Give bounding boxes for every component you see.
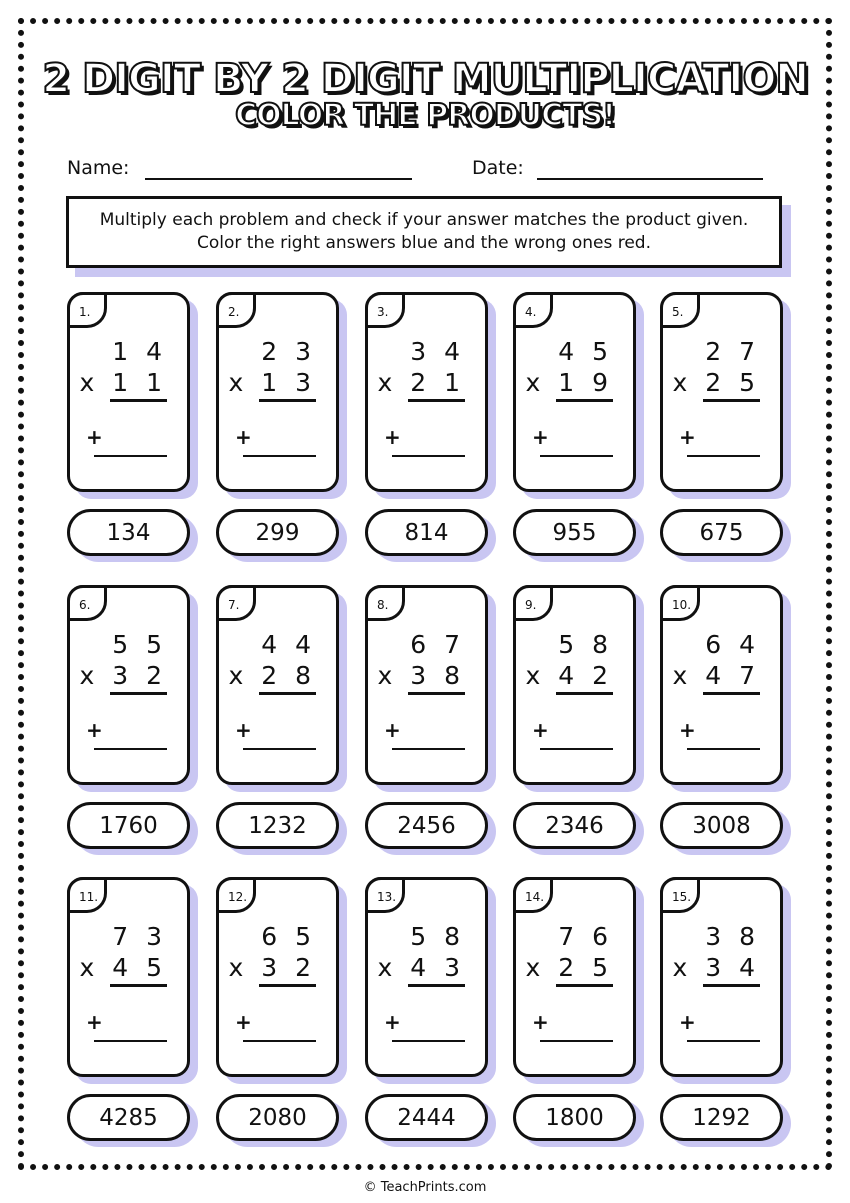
multiplicand: 5 8 — [410, 922, 465, 951]
product-value: 3008 — [692, 812, 751, 839]
product-value: 134 — [106, 519, 151, 546]
multiplication-rule — [556, 399, 613, 402]
problem-number: 13. — [365, 877, 405, 913]
product-value: 955 — [552, 519, 597, 546]
multiplier: x 4 5 — [79, 953, 167, 982]
problem-number: 6. — [67, 585, 107, 621]
plus-sign: + — [532, 425, 549, 449]
multiplicand: 6 4 — [705, 630, 760, 659]
multiplicand: 2 7 — [705, 337, 760, 366]
answer-line[interactable] — [687, 748, 760, 750]
answer-line[interactable] — [243, 455, 316, 457]
plus-sign: + — [86, 718, 103, 742]
product-bubble[interactable] — [216, 802, 339, 849]
instructions-box — [66, 196, 782, 268]
answer-line[interactable] — [243, 1040, 316, 1042]
problem-number: 2. — [216, 292, 256, 328]
multiplier: x 1 3 — [228, 368, 316, 397]
product-bubble[interactable] — [365, 1094, 488, 1141]
multiplicand: 4 4 — [261, 630, 316, 659]
problem-card — [216, 877, 339, 1077]
date-field[interactable] — [537, 178, 763, 180]
problem-number: 5. — [660, 292, 700, 328]
multiplicand: 6 5 — [261, 922, 316, 951]
answer-line[interactable] — [687, 1040, 760, 1042]
plus-sign: + — [384, 425, 401, 449]
multiplication-rule — [703, 692, 760, 695]
product-value: 814 — [404, 519, 449, 546]
answer-line[interactable] — [94, 455, 167, 457]
problem-card — [216, 585, 339, 785]
product-value: 299 — [255, 519, 300, 546]
multiplication-rule — [556, 984, 613, 987]
problem-number: 1. — [67, 292, 107, 328]
multiplication-rule — [259, 692, 316, 695]
problem-card — [365, 292, 488, 492]
problem-card — [660, 292, 783, 492]
product-value: 2444 — [397, 1104, 456, 1131]
name-field[interactable] — [145, 178, 412, 180]
answer-line[interactable] — [94, 1040, 167, 1042]
product-bubble[interactable] — [365, 509, 488, 556]
plus-sign: + — [86, 1010, 103, 1034]
multiplication-rule — [110, 984, 167, 987]
problem-number: 11. — [67, 877, 107, 913]
answer-line[interactable] — [94, 748, 167, 750]
multiplication-rule — [408, 399, 465, 402]
product-bubble[interactable] — [67, 509, 190, 556]
worksheet-subtitle: COLOR THE PRODUCTS! — [235, 98, 615, 133]
multiplier: x 3 8 — [377, 661, 465, 690]
problem-card — [67, 585, 190, 785]
multiplicand: 3 8 — [705, 922, 760, 951]
answer-line[interactable] — [392, 1040, 465, 1042]
multiplication-rule — [703, 984, 760, 987]
product-value: 675 — [699, 519, 744, 546]
plus-sign: + — [384, 1010, 401, 1034]
problem-card — [513, 585, 636, 785]
product-bubble[interactable] — [513, 509, 636, 556]
multiplier: x 1 1 — [79, 368, 167, 397]
plus-sign: + — [679, 718, 696, 742]
answer-line[interactable] — [540, 748, 613, 750]
problem-card — [67, 877, 190, 1077]
multiplier: x 3 2 — [228, 953, 316, 982]
plus-sign: + — [384, 718, 401, 742]
problem-card — [513, 877, 636, 1077]
product-bubble[interactable] — [216, 509, 339, 556]
plus-sign: + — [235, 1010, 252, 1034]
multiplication-rule — [110, 399, 167, 402]
problem-number: 9. — [513, 585, 553, 621]
product-bubble[interactable] — [67, 1094, 190, 1141]
problem-number: 14. — [513, 877, 553, 913]
multiplication-rule — [703, 399, 760, 402]
product-bubble[interactable] — [216, 1094, 339, 1141]
problem-card — [365, 877, 488, 1077]
date-label: Date: — [472, 157, 524, 179]
multiplicand: 2 3 — [261, 337, 316, 366]
problem-card — [660, 877, 783, 1077]
multiplication-rule — [408, 692, 465, 695]
answer-line[interactable] — [392, 455, 465, 457]
problem-card — [660, 585, 783, 785]
product-value: 1760 — [99, 812, 158, 839]
multiplicand: 7 6 — [558, 922, 613, 951]
problem-number: 15. — [660, 877, 700, 913]
multiplication-rule — [110, 692, 167, 695]
multiplier: x 3 4 — [672, 953, 760, 982]
problem-number: 3. — [365, 292, 405, 328]
multiplier: x 3 2 — [79, 661, 167, 690]
product-value: 2456 — [397, 812, 456, 839]
instructions-text: Multiply each problem and check if your answer matches the product given. Color the right answers blue and the wrong ones red. — [99, 210, 749, 253]
multiplier: x 4 2 — [525, 661, 613, 690]
product-value: 1232 — [248, 812, 307, 839]
multiplication-rule — [259, 984, 316, 987]
answer-line[interactable] — [540, 455, 613, 457]
multiplicand: 3 4 — [410, 337, 465, 366]
product-bubble[interactable] — [660, 509, 783, 556]
problem-number: 10. — [660, 585, 700, 621]
problem-card — [216, 292, 339, 492]
multiplicand: 6 7 — [410, 630, 465, 659]
multiplicand: 1 4 — [112, 337, 167, 366]
name-label: Name: — [67, 157, 130, 179]
problem-number: 4. — [513, 292, 553, 328]
copyright-footer: © TeachPrints.com — [363, 1180, 487, 1195]
product-bubble[interactable] — [660, 802, 783, 849]
product-bubble[interactable] — [660, 1094, 783, 1141]
multiplication-rule — [259, 399, 316, 402]
multiplier: x 2 5 — [672, 368, 760, 397]
product-value: 2080 — [248, 1104, 307, 1131]
multiplier: x 2 1 — [377, 368, 465, 397]
multiplication-rule — [556, 692, 613, 695]
multiplier: x 4 7 — [672, 661, 760, 690]
plus-sign: + — [532, 718, 549, 742]
plus-sign: + — [679, 425, 696, 449]
plus-sign: + — [235, 718, 252, 742]
product-bubble[interactable] — [513, 1094, 636, 1141]
plus-sign: + — [679, 1010, 696, 1034]
product-value: 1292 — [692, 1104, 751, 1131]
problem-card — [365, 585, 488, 785]
product-value: 4285 — [99, 1104, 158, 1131]
answer-line[interactable] — [540, 1040, 613, 1042]
problem-number: 7. — [216, 585, 256, 621]
product-value: 1800 — [545, 1104, 604, 1131]
multiplicand: 4 5 — [558, 337, 613, 366]
multiplier: x 1 9 — [525, 368, 613, 397]
multiplicand: 5 5 — [112, 630, 167, 659]
problem-card — [67, 292, 190, 492]
multiplier: x 4 3 — [377, 953, 465, 982]
problem-number: 8. — [365, 585, 405, 621]
product-value: 2346 — [545, 812, 604, 839]
product-bubble[interactable] — [513, 802, 636, 849]
answer-line[interactable] — [687, 455, 760, 457]
plus-sign: + — [86, 425, 103, 449]
answer-line[interactable] — [243, 748, 316, 750]
worksheet-title: 2 DIGIT BY 2 DIGIT MULTIPLICATION — [42, 56, 808, 102]
multiplication-rule — [408, 984, 465, 987]
plus-sign: + — [532, 1010, 549, 1034]
multiplier: x 2 8 — [228, 661, 316, 690]
product-bubble[interactable] — [67, 802, 190, 849]
problem-number: 12. — [216, 877, 256, 913]
problem-card — [513, 292, 636, 492]
answer-line[interactable] — [392, 748, 465, 750]
multiplicand: 5 8 — [558, 630, 613, 659]
plus-sign: + — [235, 425, 252, 449]
multiplier: x 2 5 — [525, 953, 613, 982]
product-bubble[interactable] — [365, 802, 488, 849]
multiplicand: 7 3 — [112, 922, 167, 951]
